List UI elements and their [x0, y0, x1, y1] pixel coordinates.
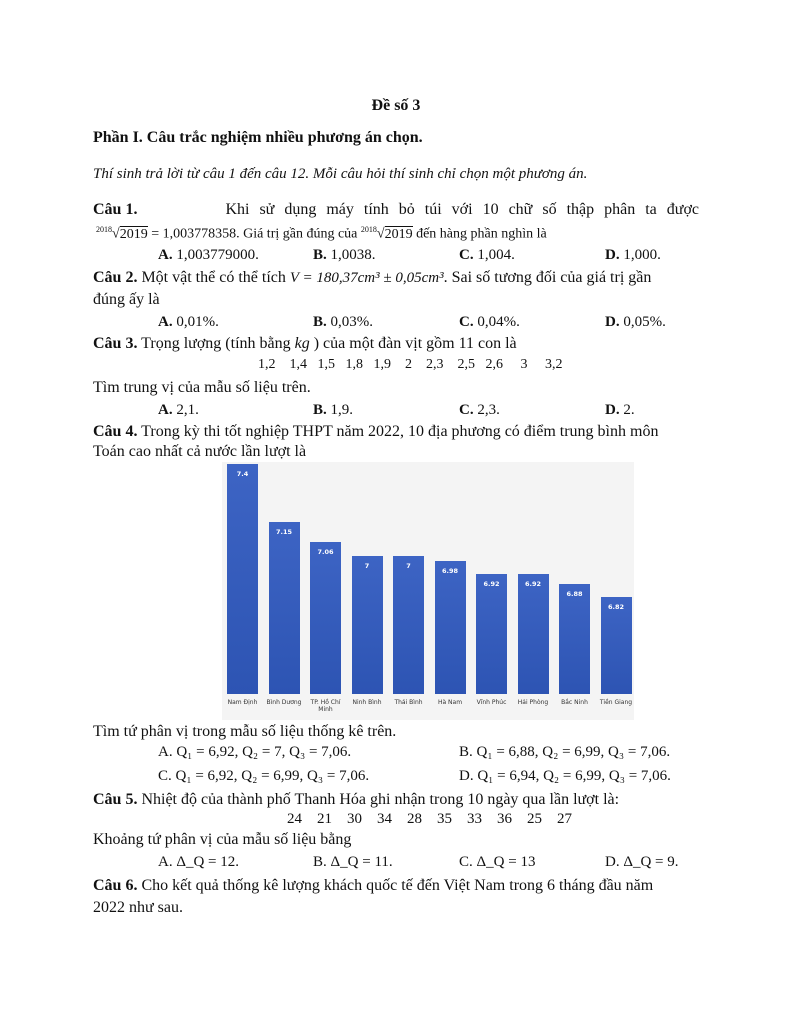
- q6-line2: 2022 như sau.: [93, 899, 183, 916]
- page-title: Đề số 3: [371, 97, 421, 114]
- q1-option-b[interactable]: B. 1,0038.: [313, 247, 376, 263]
- q4-after: Tìm tứ phân vị trong mẫu số liệu thống kê trên.: [93, 723, 397, 740]
- bar-1: [227, 464, 258, 694]
- bar-4: [352, 556, 383, 694]
- q4-line2: Toán cao nhất cả nước lần lượt là: [93, 443, 307, 460]
- q5-option-b[interactable]: B. Δ_Q = 11.: [313, 854, 393, 870]
- q4-label: Câu 4.: [93, 423, 138, 440]
- bar-6: [435, 561, 466, 694]
- bar-5: [393, 556, 424, 694]
- bar-value-label: 6.92: [483, 580, 500, 589]
- bar-value-label: 6.98: [441, 566, 459, 575]
- q1-line2: $^{2018}$√2019 = 1,003778358. Giá trị gần đúng của $^{2018}$√2019 đến hàng phần nghìn là: [96, 225, 547, 242]
- q4-text1: Trong kỳ thi tốt nghiệp THPT năm 2022, 10 địa phương có điểm trung bình môn: [141, 423, 659, 440]
- q2-option-d[interactable]: D. 0,05%.: [605, 314, 666, 330]
- q4-option-c[interactable]: C. Q₁ = 6,92, Q₂ = 6,99, Q₃ = 7,06.: [158, 768, 370, 784]
- q1-text1: Khi sử dụng máy tính bỏ túi với 10 chữ số thập phân ta được: [225, 201, 699, 218]
- q3-data: 1,2 1,4 1,5 1,8 1,9 2 2,3 2,5 2,6 3 3,2: [258, 357, 563, 372]
- q3-option-c[interactable]: C. 2,3.: [459, 402, 500, 418]
- category-label: Bắc Ninh: [561, 699, 588, 706]
- q3-unit: kg: [294, 335, 310, 352]
- q2-label: Câu 2.: [93, 269, 138, 286]
- q5-label: Câu 5.: [93, 791, 138, 808]
- root-radicand: 2019: [119, 226, 148, 242]
- bar-value-label: 6.92: [524, 580, 542, 589]
- q3-line1: [93, 334, 517, 354]
- bar-value-label: 7: [406, 562, 411, 570]
- q2-option-c[interactable]: C. 0,04%.: [459, 314, 520, 330]
- category-label: Tiền Giang: [599, 699, 633, 706]
- root-index: 2018: [96, 225, 112, 234]
- category-label: Thái Bình: [394, 699, 423, 706]
- bar-3: [310, 542, 341, 694]
- q6-line1: [93, 876, 653, 896]
- category-label: Bình Dương: [266, 699, 302, 706]
- q4-option-b[interactable]: B. Q₁ = 6,88, Q₂ = 6,99, Q₃ = 7,06.: [459, 744, 671, 760]
- bar-value-label: 7.06: [317, 548, 334, 557]
- bar-value-label: 6.82: [607, 603, 625, 612]
- q3-option-d[interactable]: D. 2.: [605, 402, 635, 418]
- bar-value-label: 7.15: [275, 527, 293, 536]
- q6-label: Câu 6.: [93, 877, 138, 894]
- q5-option-c[interactable]: C. Δ_Q = 13: [459, 854, 536, 870]
- bar-value-label: 7.4: [236, 470, 249, 478]
- q5-option-a[interactable]: A. Δ_Q = 12.: [158, 854, 240, 870]
- q5-text1: Nhiệt độ của thành phố Thanh Hóa ghi nhận trong 10 ngày qua lần lượt là:: [141, 791, 620, 808]
- q3-text1: Trọng lượng (tính bằng: [141, 335, 291, 352]
- q4-option-a[interactable]: A. Q₁ = 6,92, Q₂ = 7, Q₃ = 7,06.: [158, 744, 352, 760]
- q1-equals: = 1,003778358: [151, 226, 237, 242]
- bar-7: [476, 574, 507, 694]
- category-label: TP. Hồ Chí Minh: [310, 699, 341, 713]
- q2-option-b[interactable]: B. 0,03%.: [313, 314, 374, 330]
- q5-data: 24 21 30 34 28 35 33 36 25 27: [287, 811, 572, 827]
- category-label: Hà Nam: [437, 699, 463, 706]
- category-label: Hải Phòng: [517, 699, 549, 706]
- q5-line2: Khoảng tứ phân vị của mẫu số liệu bằng: [93, 831, 352, 848]
- q3-line2: Tìm trung vị của mẫu số liệu trên.: [93, 379, 311, 396]
- q4-option-d[interactable]: D. Q₁ = 6,94, Q₂ = 6,99, Q₃ = 7,06.: [459, 768, 671, 784]
- bar-chart: [222, 462, 634, 720]
- q1-line1: [93, 200, 699, 220]
- bar-10: [601, 597, 632, 694]
- q1-label: Câu 1.: [93, 201, 138, 218]
- q1-text2: . Giá trị gần đúng của: [236, 226, 358, 242]
- q2-line2: đúng ấy là: [93, 291, 160, 308]
- root-radicand-2: 2019: [384, 226, 413, 242]
- q2-formula: V = 180,37cm³ ± 0,05cm³: [289, 270, 444, 286]
- q5-option-d[interactable]: D. Δ_Q = 9.: [605, 854, 679, 870]
- q1-option-a[interactable]: A. 1,003779000.: [158, 247, 259, 263]
- q3-text2: ) của một đàn vịt gồm 11 con là: [313, 335, 517, 352]
- q2-text1: Một vật thể có thể tích: [141, 269, 286, 286]
- category-label: Nam Định: [227, 699, 258, 706]
- bar-value-label: 6.88: [566, 589, 583, 598]
- q6-text1: Cho kết quả thống kê lượng khách quốc tế đến Việt Nam trong 6 tháng đầu năm: [141, 877, 654, 894]
- category-label: Vĩnh Phúc: [476, 699, 507, 706]
- q3-label: Câu 3.: [93, 335, 138, 352]
- bar-value-label: 7: [364, 562, 370, 570]
- q5-line1: [93, 790, 619, 810]
- q2-line1: [93, 268, 651, 288]
- bar-9: [559, 584, 590, 694]
- bar-2: [269, 522, 300, 695]
- q3-option-a[interactable]: A. 2,1.: [158, 402, 199, 418]
- instruction: Thí sinh trả lời từ câu 1 đến câu 12. Mỗi câu hỏi thí sinh chỉ chọn một phương án.: [93, 166, 588, 182]
- part-heading: Phần I. Câu trắc nghiệm nhiều phương án chọn.: [93, 129, 423, 146]
- q1-option-d[interactable]: D. 1,000.: [605, 247, 661, 263]
- q1-option-c[interactable]: C. 1,004.: [459, 247, 515, 263]
- q2-text2: . Sai số tương đối của giá trị gần: [443, 269, 652, 286]
- q3-option-b[interactable]: B. 1,9.: [313, 402, 354, 418]
- q4-line1: [93, 422, 658, 442]
- category-label: Ninh Bình: [352, 699, 382, 706]
- q2-option-a[interactable]: A. 0,01%.: [158, 314, 219, 330]
- bar-8: [518, 574, 549, 694]
- q1-text3: đến hàng phần nghìn là: [416, 226, 547, 242]
- root-index-2: 2018: [360, 225, 377, 234]
